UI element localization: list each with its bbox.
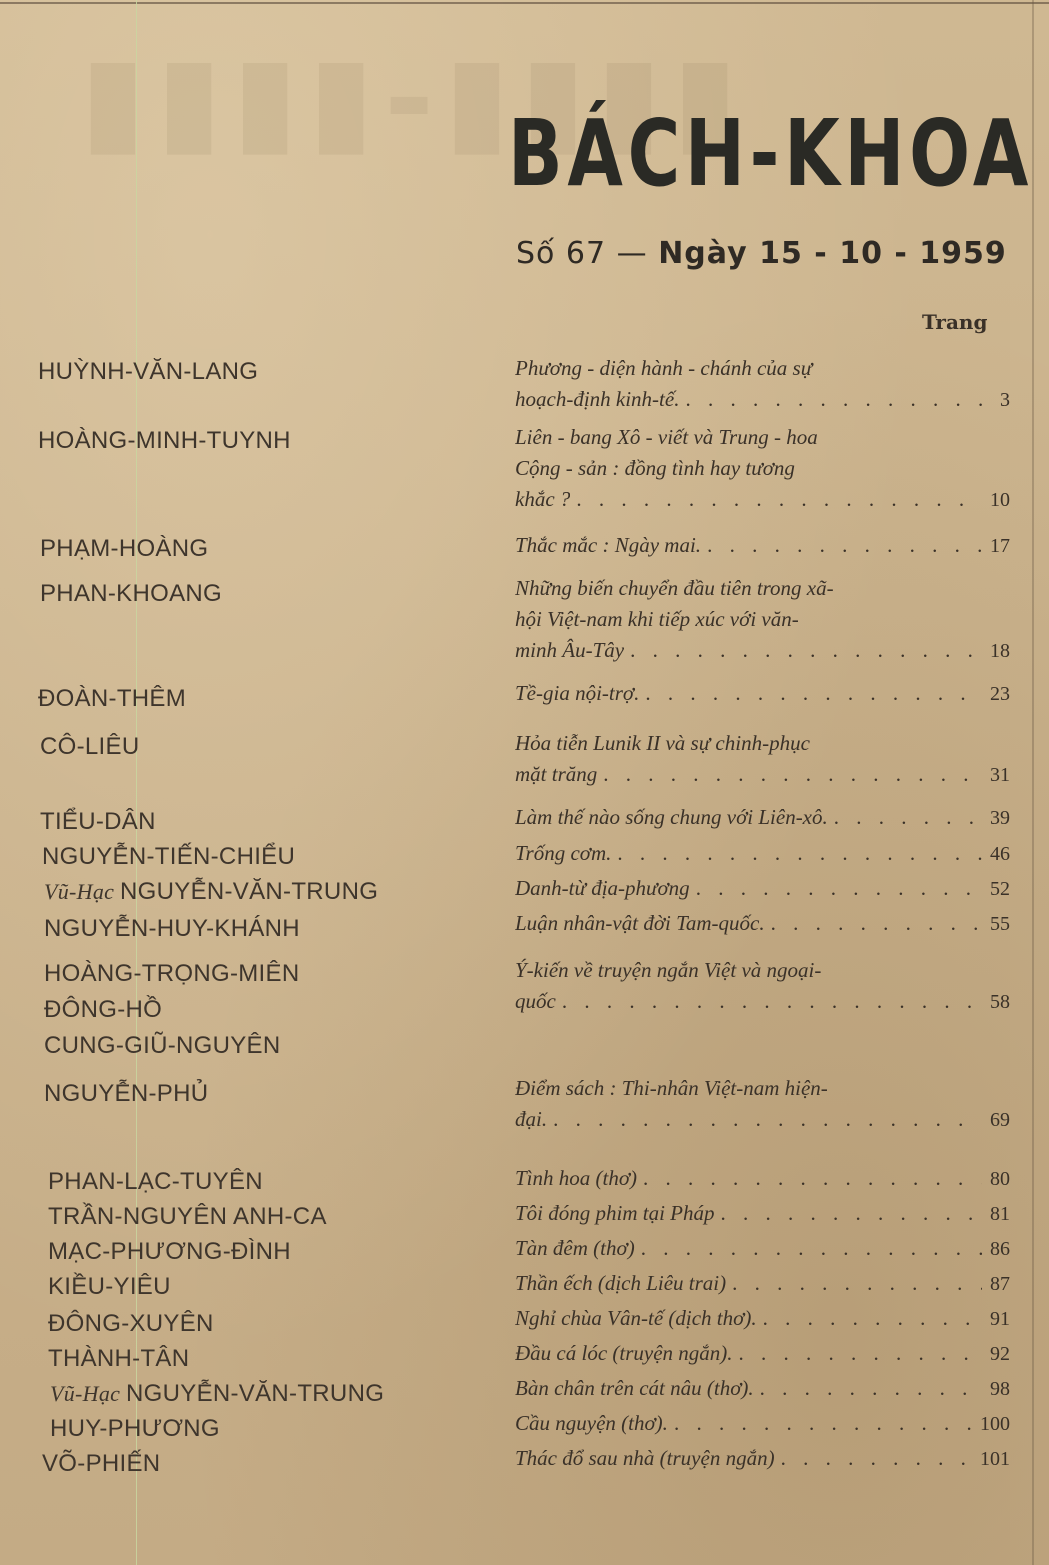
toc-author: TRẦN-NGUYÊN ANH-CA: [48, 1203, 327, 1230]
toc-entry: [515, 353, 1010, 416]
leader-dots: [617, 838, 982, 869]
toc-author: CÔ-LIÊU: [40, 733, 140, 760]
toc-entry: [515, 728, 1010, 791]
toc-author: KIỀU-YIÊU: [48, 1273, 171, 1300]
toc-author: MẠC-PHƯƠNG-ĐÌNH: [48, 1238, 291, 1265]
toc-page-number: 101: [980, 1448, 1010, 1470]
page-column-label: Trang: [922, 310, 988, 334]
toc-author: PHAN-LẠC-TUYÊN: [48, 1168, 263, 1195]
toc-page-number: 58: [990, 991, 1010, 1013]
leader-dots: [576, 484, 982, 515]
leader-dots: [645, 678, 982, 709]
toc-entry: [515, 1198, 1010, 1230]
leader-dots: [674, 1408, 972, 1439]
toc-entry-title-line: Bàn chân trên cát nâu (thơ).: [515, 1376, 754, 1400]
toc-entry-title-line: hoạch-định kinh-tế.: [515, 387, 680, 411]
toc-author: [50, 1380, 384, 1408]
toc-author: ĐÔNG-XUYÊN: [48, 1310, 214, 1337]
pen-name: Vũ-Hạc: [50, 1381, 127, 1406]
issue-date: Ngày 15 - 10 - 1959: [658, 236, 1007, 271]
toc-entry: [515, 422, 1010, 516]
pen-name: Vũ-Hạc: [44, 879, 121, 904]
toc-entry-last-line: [515, 384, 1010, 416]
toc-entry-title-line: Thần ếch (dịch Liêu trai): [515, 1271, 727, 1295]
toc-page-number: 31: [990, 764, 1010, 786]
toc-entry-last-line: [515, 1303, 1010, 1335]
toc-entry-title-line: Trống cơm.: [515, 841, 612, 865]
leader-dots: [771, 908, 982, 939]
toc-entry: [515, 1268, 1010, 1300]
toc-entry-last-line: [515, 802, 1010, 834]
toc-author: CUNG-GIŨ-NGUYÊN: [44, 1032, 281, 1059]
toc-author: HUỲNH-VĂN-LANG: [38, 358, 259, 385]
toc-page-number: 91: [990, 1308, 1010, 1330]
toc-page-number: 81: [990, 1203, 1010, 1225]
leader-dots: [603, 759, 982, 790]
toc-entry-last-line: [515, 1268, 1010, 1300]
toc-author: NGUYỄN-TIẾN-CHIỂU: [42, 843, 296, 870]
toc-entry-title-line: Liên - bang Xô - viết và Trung - hoa: [515, 425, 818, 449]
toc-page-number: 92: [990, 1343, 1010, 1365]
toc-entry-last-line: [515, 1338, 1010, 1370]
right-edge-line: [1032, 0, 1034, 1565]
toc-author: ĐOÀN-THÊM: [38, 685, 187, 712]
toc-author: HUY-PHƯƠNG: [50, 1415, 220, 1442]
toc-author: VÕ-PHIẾN: [42, 1450, 161, 1477]
toc-entry: [515, 873, 1010, 905]
toc-entry-title-line: Cộng - sản : đồng tình hay tương: [515, 456, 795, 480]
toc-entry-title-line: Danh-từ địa-phương: [515, 876, 690, 900]
toc-entry-title-line: Phương - diện hành - chánh của sự: [515, 356, 813, 380]
toc-entry: [515, 1408, 1010, 1440]
toc-entry-last-line: [515, 1163, 1010, 1195]
toc-author: HOÀNG-MINH-TUYNH: [38, 427, 291, 454]
toc-page-number: 86: [990, 1238, 1010, 1260]
toc-entry: [515, 1073, 1010, 1136]
toc-page-number: 46: [990, 843, 1010, 865]
leader-dots: [760, 1373, 982, 1404]
toc-entry-title-line: Nghỉ chùa Vân-tế (dịch thơ).: [515, 1306, 757, 1330]
toc-entry-last-line: [515, 759, 1010, 791]
toc-entry: [515, 838, 1010, 870]
toc-author: HOÀNG-TRỌNG-MIÊN: [44, 960, 300, 987]
toc-page-number: 87: [990, 1273, 1010, 1295]
toc-entry: [515, 573, 1010, 667]
toc-author: PHAN-KHOANG: [40, 580, 222, 607]
toc-entry: [515, 1303, 1010, 1335]
toc-entry-title-line: quốc: [515, 989, 556, 1013]
leader-dots: [781, 1443, 972, 1474]
toc-page-number: 39: [990, 807, 1010, 829]
leader-dots: [739, 1338, 982, 1369]
issue-number: Số 67: [516, 236, 607, 271]
toc-entry-last-line: [515, 1408, 1010, 1440]
toc-entry-title-line: Luận nhân-vật đời Tam-quốc.: [515, 911, 765, 935]
toc-entry-title-line: Những biến chuyển đầu tiên trong xã-: [515, 576, 834, 600]
toc-entry-title-line: Đầu cá lóc (truyện ngắn).: [515, 1341, 733, 1365]
toc-entry-last-line: [515, 838, 1010, 870]
toc-entry-title-line: Thác đổ sau nhà (truyện ngắn): [515, 1446, 775, 1470]
toc-author: NGUYỄN-PHỦ: [44, 1080, 209, 1107]
toc-author: ĐÔNG-HỒ: [44, 996, 163, 1023]
leader-dots: [696, 873, 982, 904]
toc-entry: [515, 802, 1010, 834]
toc-page-number: 100: [980, 1413, 1010, 1435]
toc-entry-title-line: Thắc mắc : Ngày mai.: [515, 533, 702, 557]
toc-author: NGUYỄN-HUY-KHÁNH: [44, 915, 300, 942]
author-name: NGUYỄN-VĂN-TRUNG: [120, 878, 379, 905]
toc-entry-title-line: Tàn đêm (thơ): [515, 1236, 635, 1260]
toc-author: TIỂU-DÂN: [40, 808, 156, 835]
toc-page-number: 80: [990, 1168, 1010, 1190]
toc-page-number: 10: [990, 489, 1010, 511]
toc-entry-last-line: [515, 1443, 1010, 1475]
toc-entry-last-line: [515, 908, 1010, 940]
toc-entry-last-line: [515, 1233, 1010, 1265]
magazine-title: BÁCH-KHOA: [508, 100, 1034, 207]
leader-dots: [707, 530, 982, 561]
toc-entry: [515, 908, 1010, 940]
toc-entry-title-line: Hỏa tiễn Lunik II và sự chinh-phục: [515, 731, 810, 755]
top-border-line: [0, 2, 1049, 4]
toc-author: PHẠM-HOÀNG: [40, 535, 209, 562]
toc-page-number: 52: [990, 878, 1010, 900]
toc-entry: [515, 1233, 1010, 1265]
toc-page-number: 69: [990, 1109, 1010, 1131]
leader-dots: [641, 1233, 982, 1264]
toc-entry: [515, 678, 1010, 710]
show-through-ghost-title: ▮▮▮▮-▮▮▮▮: [70, 30, 739, 169]
leader-dots: [553, 1104, 982, 1135]
toc-page-number: 3: [1000, 389, 1010, 411]
toc-entry-title-line: Tôi đóng phim tại Pháp: [515, 1201, 715, 1225]
toc-entry-last-line: [515, 530, 1010, 562]
toc-entry: [515, 1443, 1010, 1475]
toc-entry-title-line: Cầu nguyện (thơ).: [515, 1411, 668, 1435]
toc-entry-last-line: [515, 484, 1010, 516]
leader-dots: [721, 1198, 982, 1229]
toc-entry-last-line: [515, 1198, 1010, 1230]
author-name: NGUYỄN-VĂN-TRUNG: [126, 1380, 385, 1407]
toc-entry-title-line: Tình hoa (thơ): [515, 1166, 638, 1190]
leader-dots: [763, 1303, 982, 1334]
toc-page-number: 18: [990, 640, 1010, 662]
leader-dots: [685, 384, 992, 415]
toc-entry: [515, 1338, 1010, 1370]
issue-dash: —: [616, 236, 648, 271]
toc-entry-title-line: hội Việt-nam khi tiếp xúc với văn-: [515, 607, 799, 631]
leader-dots: [562, 986, 982, 1017]
toc-entry-last-line: [515, 1104, 1010, 1136]
toc-entry: [515, 1373, 1010, 1405]
toc-page-number: 98: [990, 1378, 1010, 1400]
toc-author: [44, 878, 378, 906]
toc-page-number: 55: [990, 913, 1010, 935]
toc-entry-title-line: Ý-kiến về truyện ngắn Việt và ngoại-: [515, 958, 822, 982]
toc-entry-last-line: [515, 986, 1010, 1018]
toc-page-number: 23: [990, 683, 1010, 705]
toc-entry-last-line: [515, 635, 1010, 667]
toc-entry-last-line: [515, 1373, 1010, 1405]
toc-page-number: 17: [990, 535, 1010, 557]
toc-entry: [515, 530, 1010, 562]
leader-dots: [630, 635, 982, 666]
issue-line: [516, 236, 1007, 271]
leader-dots: [643, 1163, 982, 1194]
toc-entry-title-line: khắc ?: [515, 487, 571, 511]
toc-entry-title-line: mặt trăng: [515, 762, 598, 786]
toc-entry: [515, 1163, 1010, 1195]
leader-dots: [732, 1268, 982, 1299]
toc-author: THÀNH-TÂN: [48, 1345, 190, 1372]
toc-entry-last-line: [515, 873, 1010, 905]
toc-entry-title-line: Làm thế nào sống chung với Liên-xô.: [515, 805, 828, 829]
leader-dots: [834, 802, 982, 833]
toc-entry-title-line: minh Âu-Tây: [515, 638, 625, 662]
toc-entry-title-line: đại.: [515, 1107, 548, 1131]
toc-entry: [515, 955, 1010, 1018]
toc-entry-title-line: Tề-gia nội-trợ.: [515, 681, 640, 705]
toc-entry-title-line: Điểm sách : Thi-nhân Việt-nam hiện-: [515, 1076, 828, 1100]
toc-entry-last-line: [515, 678, 1010, 710]
